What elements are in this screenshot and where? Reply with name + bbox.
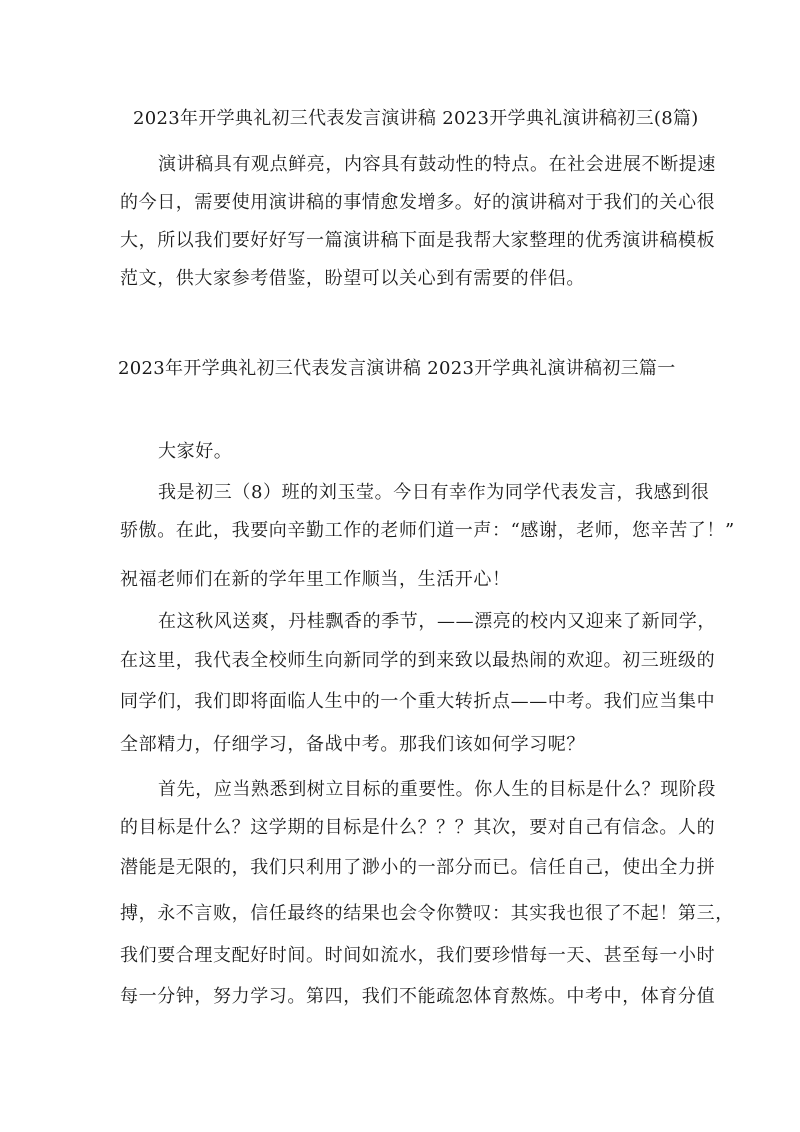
paragraph3-line-3: 潜能是无限的，我们只利用了渺小的一部分而已。信任自己，使出全力拼	[120, 857, 716, 878]
intro-line-1: 演讲稿具有观点鲜亮，内容具有鼓动性的特点。在社会进展不断提速	[158, 154, 716, 175]
paragraph2-line-1: 在这秋风送爽，丹桂飘香的季节，——漂亮的校内又迎来了新同学，	[158, 611, 716, 632]
intro-line-3: 大，所以我们要好好写一篇演讲稿下面是我帮大家整理的优秀演讲稿模板	[120, 230, 716, 251]
paragraph1-line-3: 祝福老师们在新的学年里工作顺当，生活开心！	[120, 569, 511, 590]
section-title: 2023年开学典礼初三代表发言演讲稿 2023开学典礼演讲稿初三篇一	[118, 358, 676, 379]
paragraph2-line-2: 在这里，我代表全校师生向新同学的到来致以最热闹的欢迎。初三班级的	[120, 650, 716, 671]
paragraph1-line-2: 骄傲。在此，我要向辛勤工作的老师们道一声：“感谢，老师，您辛苦了！”	[120, 520, 735, 541]
paragraph3-line-4: 搏，永不言败，信任最终的结果也会令你赞叹：其实我也很了不起！第三，	[120, 903, 734, 924]
intro-line-2: 的今日，需要使用演讲稿的事情愈发增多。好的演讲稿对于我们的关心很	[120, 192, 716, 213]
intro-line-4: 范文，供大家参考借鉴，盼望可以关心到有需要的伴侣。	[120, 268, 585, 289]
paragraph3-line-2: 的目标是什么？这学期的目标是什么？？？其次，要对自己有信念。人的	[120, 817, 716, 838]
paragraph1-line-1: 我是初三（8）班的刘玉莹。今日有幸作为同学代表发言，我感到很	[158, 482, 710, 503]
paragraph3-line-1: 首先，应当熟悉到树立目标的重要性。你人生的目标是什么？现阶段	[158, 779, 716, 800]
paragraph3-line-6: 每一分钟，努力学习。第四，我们不能疏忽体育熬炼。中考中，体育分值	[120, 986, 716, 1007]
paragraph3-line-5: 我们要合理支配好时间。时间如流水，我们要珍惜每一天、甚至每一小时	[120, 945, 716, 966]
paragraph2-line-3: 同学们，我们即将面临人生中的一个重大转折点——中考。我们应当集中	[120, 691, 716, 712]
greeting: 大家好。	[158, 441, 233, 462]
document-title: 2023年开学典礼初三代表发言演讲稿 2023开学典礼演讲稿初三(8篇)	[133, 108, 699, 129]
paragraph2-line-4: 全部精力，仔细学习，备战中考。那我们该如何学习呢？	[120, 734, 585, 755]
